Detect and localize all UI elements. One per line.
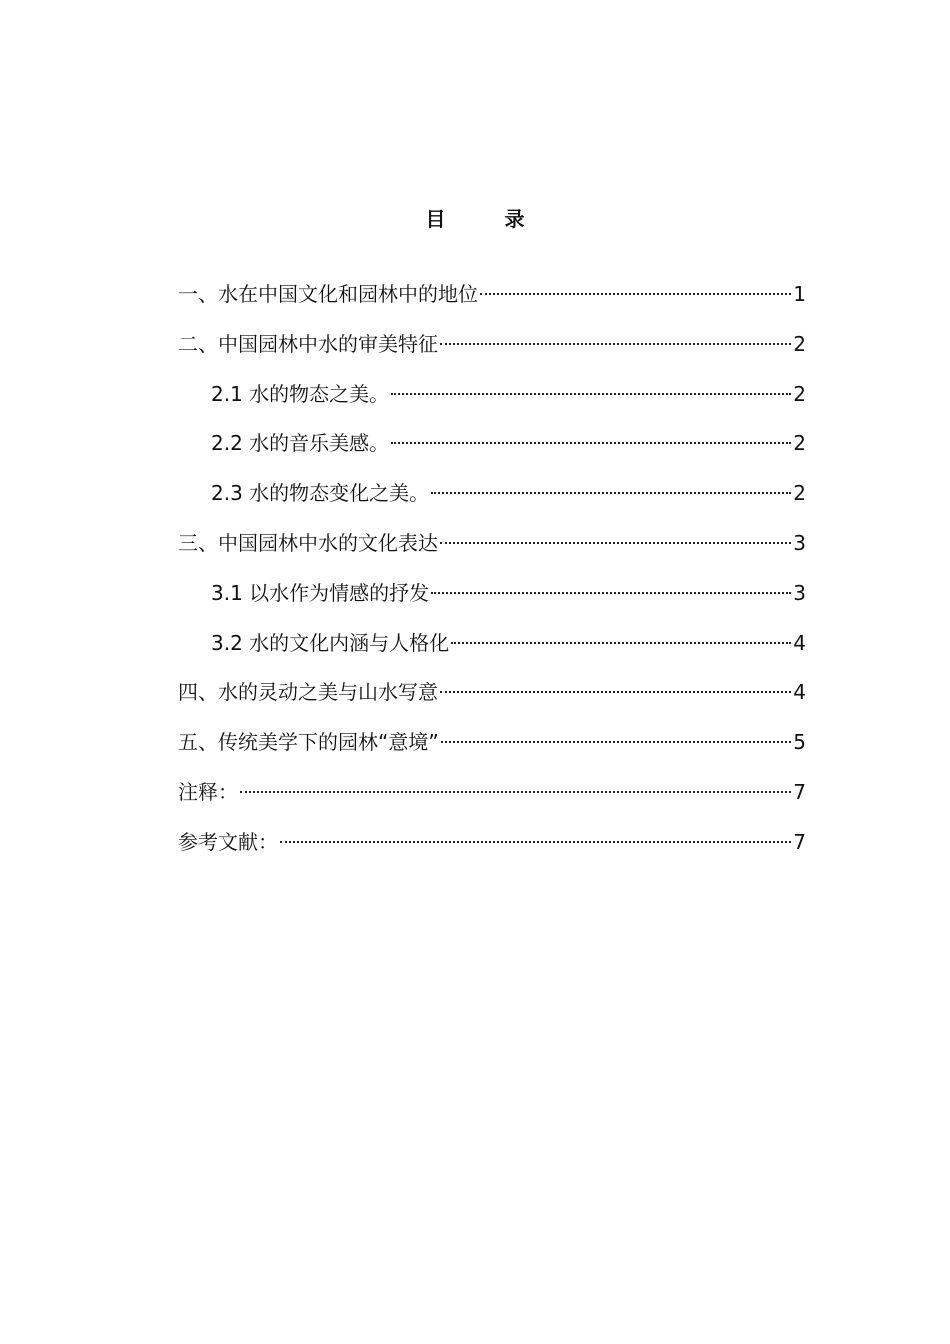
toc-entry-page-number: 7 [793,829,806,854]
dot-leader [240,791,791,793]
toc-entry-page-number: 2 [793,381,806,406]
dot-leader [480,293,791,295]
dot-leader [391,442,791,444]
toc-entry-page-number: 3 [793,530,806,555]
dot-leader [440,343,791,345]
dot-leader [451,642,791,644]
toc-entry-label: 3.1 以水作为情感的抒发 [211,580,430,605]
toc-entry-notes[interactable] [178,774,806,824]
toc-entry-label: 一、水在中国文化和园林中的地位 [178,282,478,306]
toc-entry-1[interactable] [178,276,806,326]
dot-leader [440,691,791,693]
toc-entry-page-number: 3 [793,580,806,605]
table-of-contents [178,276,806,874]
toc-entry-3[interactable] [178,525,806,575]
toc-entry-page-number: 2 [793,431,806,456]
toc-entry-label: 注释： [178,779,238,804]
toc-entry-label: 五、传统美学下的园林“意境” [178,730,439,755]
toc-entry-2[interactable] [178,326,806,376]
toc-entry-2-1[interactable] [178,376,806,426]
toc-entry-page-number: 4 [793,680,806,705]
toc-entry-label: 2.1 水的物态之美。 [211,381,390,406]
toc-entry-label: 三、中国园林中水的文化表达 [178,530,438,555]
toc-entry-label: 参考文献： [178,829,278,854]
toc-entry-label: 四、水的灵动之美与山水写意 [178,680,438,705]
dot-leader [391,393,791,395]
toc-entry-label: 2.2 水的音乐美感。 [211,431,390,456]
toc-entry-4[interactable] [178,674,806,724]
toc-entry-3-2[interactable] [178,625,806,675]
toc-entry-page-number: 4 [793,630,806,655]
toc-entry-3-1[interactable] [178,575,806,625]
dot-leader [431,592,791,594]
toc-entry-2-2[interactable] [178,425,806,475]
toc-entry-page-number: 2 [793,481,806,506]
dot-leader [441,741,792,743]
dot-leader [280,841,791,843]
toc-entry-label: 2.3 水的物态变化之美。 [211,481,430,506]
toc-entry-references[interactable] [178,824,806,874]
toc-entry-page-number: 7 [793,779,806,804]
toc-entry-5[interactable] [178,724,806,774]
toc-entry-label: 二、中国园林中水的审美特征 [178,331,438,356]
toc-entry-page-number: 1 [793,282,806,306]
toc-title: 目 录 [425,207,551,231]
toc-entry-page-number: 5 [793,730,806,755]
toc-entry-label: 3.2 水的文化内涵与人格化 [211,630,450,655]
toc-entry-2-3[interactable] [178,475,806,525]
dot-leader [431,492,791,494]
toc-entry-page-number: 2 [793,331,806,356]
dot-leader [440,542,791,544]
